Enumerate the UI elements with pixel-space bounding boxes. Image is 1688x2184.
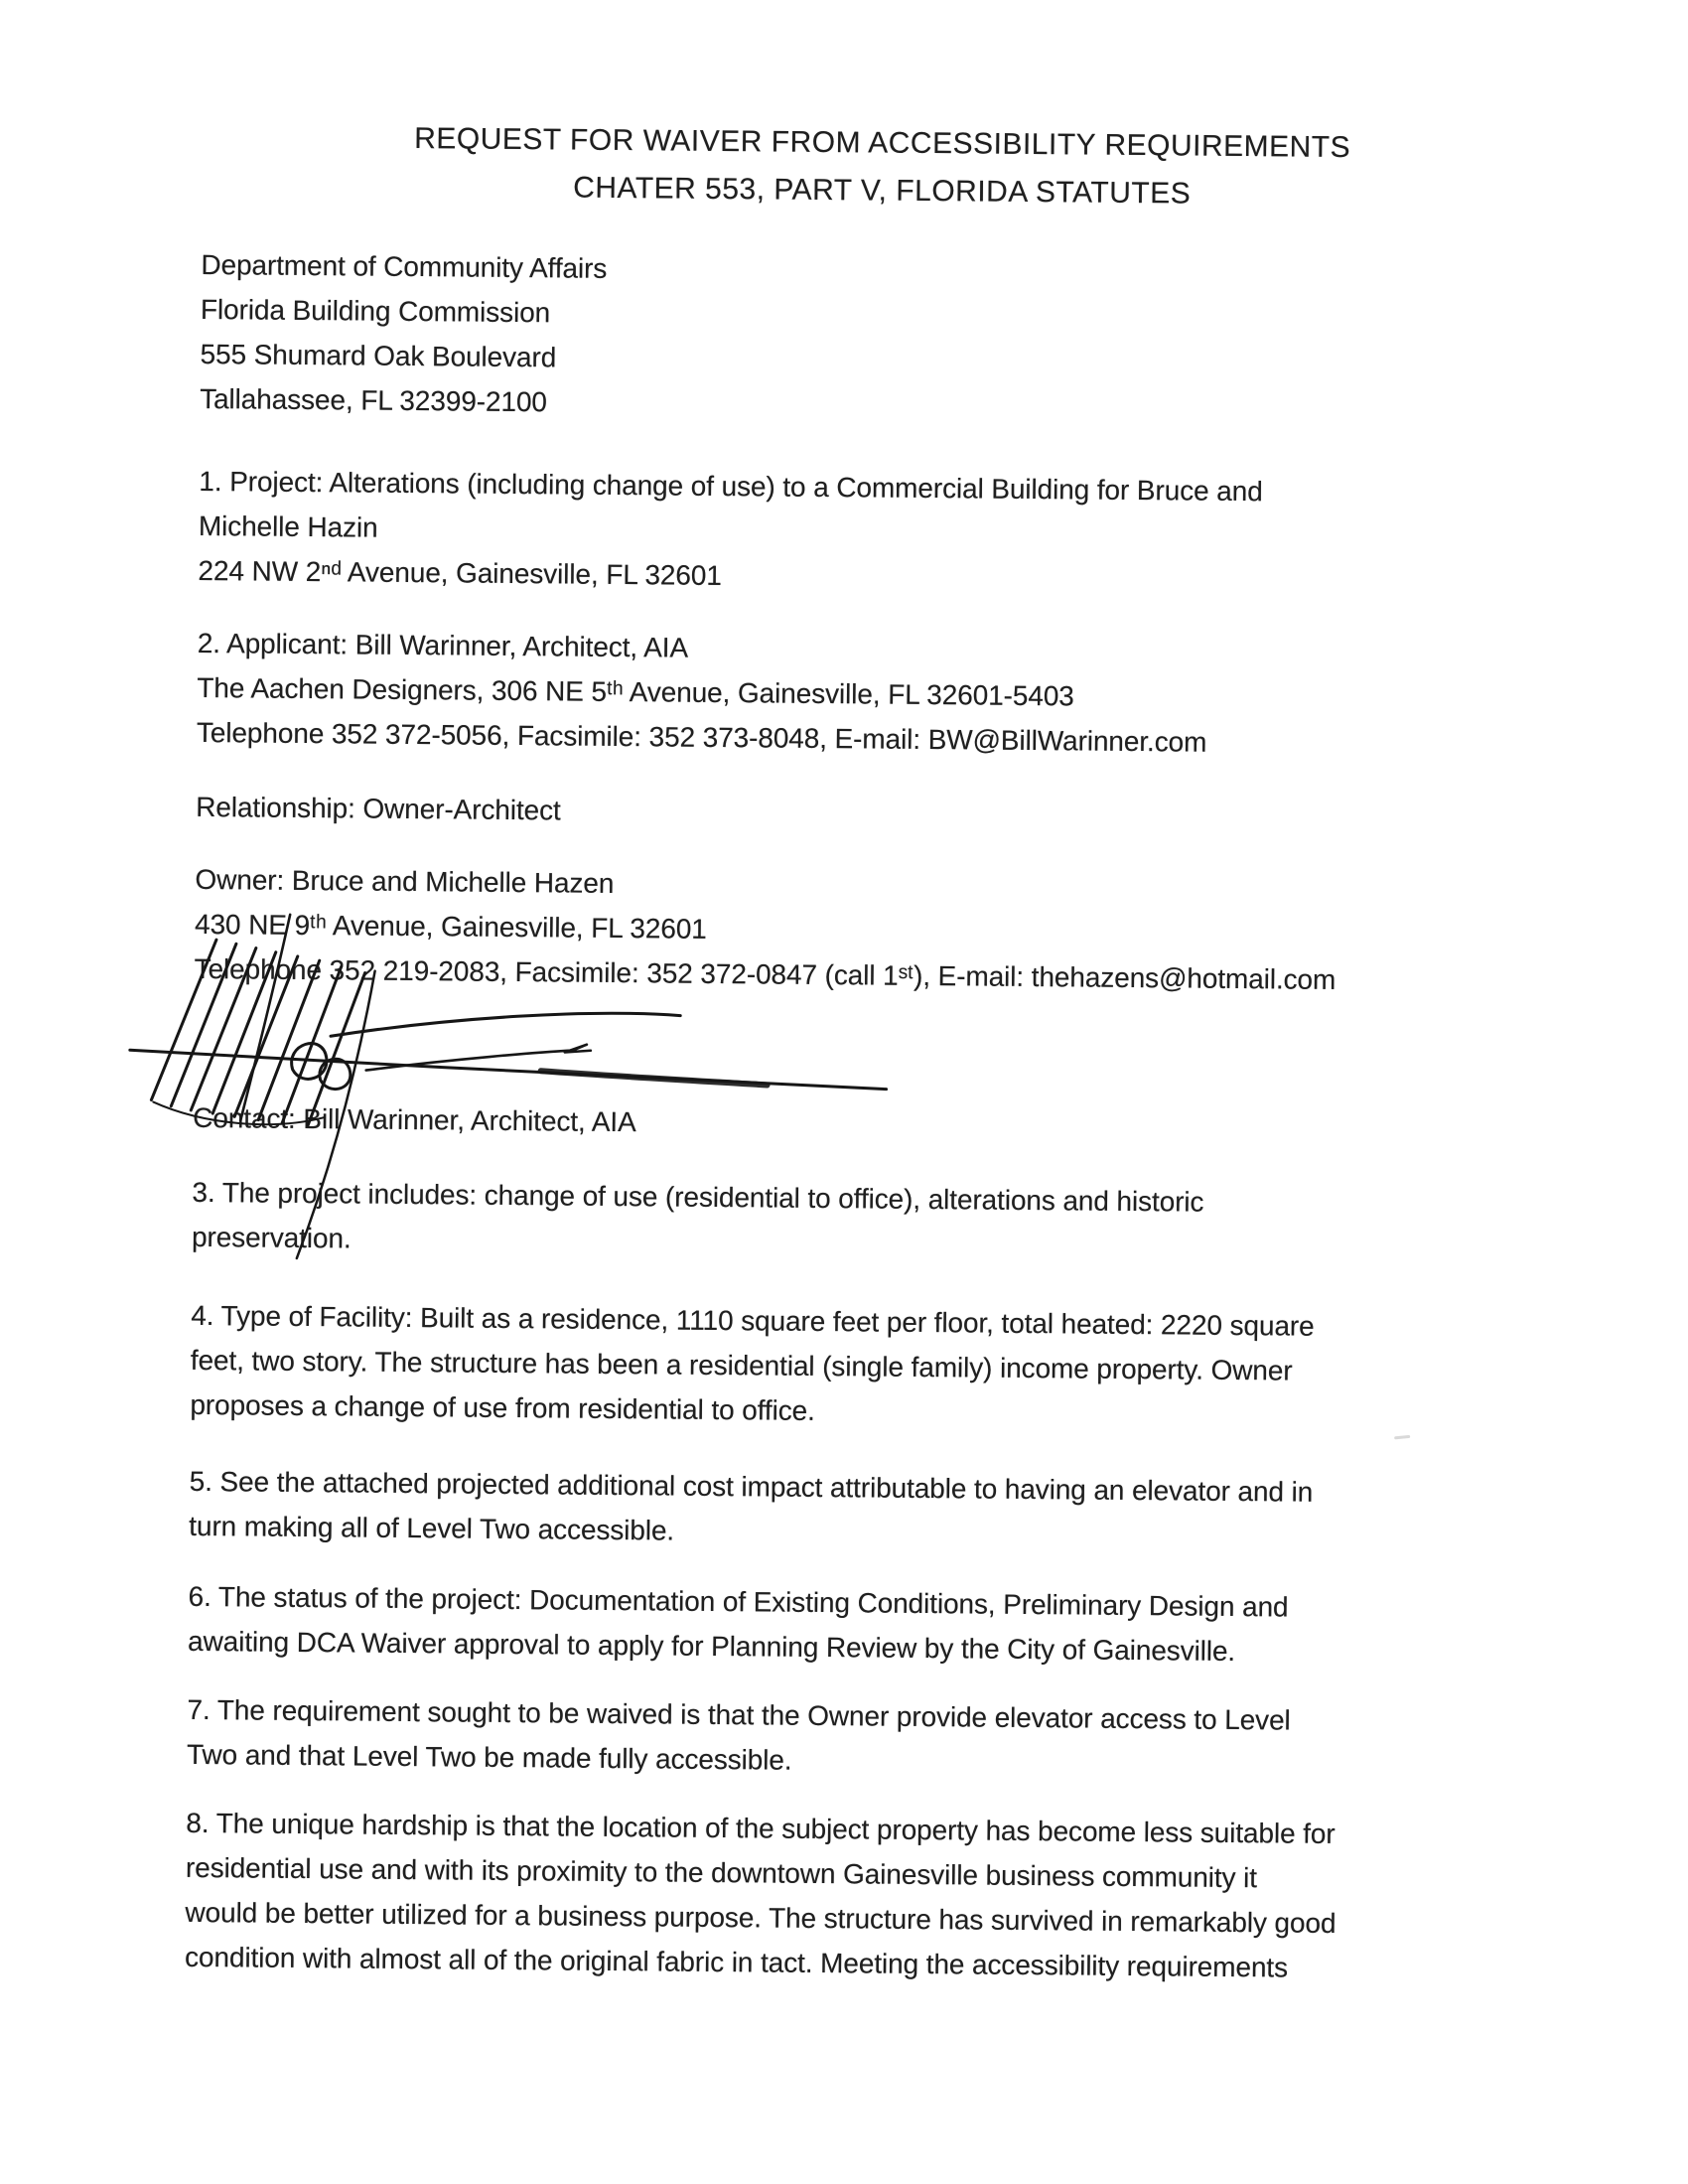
paragraph-line: 4. Type of Facility: Built as a residence, 1110 square feet per floor, total heated: 2220 square — [191, 1299, 1315, 1342]
paragraph-line: 430 NE 9ᵗʰ Avenue, Gainesville, FL 32601 — [194, 908, 707, 945]
recipient-line: Tallahassee, FL 32399-2100 — [200, 382, 548, 418]
item-6-project-status — [188, 1574, 1673, 1677]
recipient-line: Department of Community Affairs — [201, 248, 608, 284]
paragraph-line: would be better utilized for a business purpose. The structure has survived in remarkably good — [185, 1896, 1336, 1940]
paragraph-line: 5. See the attached projected additional cost impact attributable to having an elevator and in — [189, 1465, 1314, 1508]
paragraph-line: 8. The unique hardship is that the location of the subject property has become less suitable for — [186, 1807, 1336, 1849]
paragraph-line: condition with almost all of the original fabric in tact. Meeting the accessibility requirements — [184, 1941, 1289, 1983]
item-5-cost-impact — [189, 1459, 1674, 1562]
item-8-unique-hardship — [185, 1801, 1671, 1993]
title-line-1: REQUEST FOR WAIVER FROM ACCESSIBILITY REQUIREMENTS — [414, 122, 1351, 165]
item-7-requirement-waived — [187, 1687, 1672, 1791]
paragraph-line: 1. Project: Alterations (including change of use) to a Commercial Building for Bruce and — [199, 465, 1263, 508]
paragraph-line: 2. Applicant: Bill Warinner, Architect, AIA — [197, 627, 689, 663]
paragraph-line: 224 NW 2ⁿᵈ Avenue, Gainesville, FL 32601 — [198, 554, 722, 592]
paragraph-line: The Aachen Designers, 306 NE 5ᵗʰ Avenue, Gainesville, FL 32601-5403 — [197, 671, 1074, 712]
title-line-2: CHATER 553, PART V, FLORIDA STATUTES — [573, 171, 1192, 211]
paragraph-line: Owner: Bruce and Michelle Hazen — [195, 863, 615, 899]
paragraph-line: 7. The requirement sought to be waived is that the Owner provide elevator access to Level — [187, 1693, 1291, 1736]
signature-area — [193, 991, 1678, 1109]
paragraph-line: Telephone 352 372-5056, Facsimile: 352 373-8048, E-mail: BW@BillWarinner.com — [196, 716, 1207, 758]
paragraph-line: Telephone 352 219-2083, Facsimile: 352 372-0847 (call 1ˢᵗ), E-mail: thehazens@hotmail.com — [194, 952, 1336, 995]
handwritten-signature-icon — [122, 911, 940, 1296]
recipient-line: Florida Building Commission — [200, 293, 551, 329]
document-title — [187, 113, 1578, 221]
paragraph-line: 3. The project includes: change of use (residential to office), alterations and historic — [192, 1176, 1204, 1218]
paragraph-line: preservation. — [191, 1221, 352, 1254]
item-4-type-of-facility — [190, 1293, 1675, 1441]
recipient-address — [200, 242, 1686, 435]
recipient-line: 555 Shumard Oak Boulevard — [200, 338, 557, 373]
paragraph-line: Two and that Level Two be made fully accessible. — [186, 1738, 792, 1776]
paragraph-line: turn making all of Level Two accessible. — [189, 1510, 675, 1546]
scan-artifact — [1394, 1435, 1410, 1440]
paragraph-line: residential use and with its proximity to the downtown Gainesville business community it — [185, 1851, 1258, 1894]
paragraph-line: awaiting DCA Waiver approval to apply for Planning Review by the City of Gainesville. — [187, 1625, 1236, 1668]
paragraph-line: proposes a change of use from residential to office. — [190, 1388, 815, 1426]
item-2-applicant — [197, 621, 1682, 769]
paragraph-line: Contact: Bill Warinner, Architect, AIA — [193, 1101, 636, 1138]
paragraph-line: feet, two story. The structure has been a residential (single family) income property. Owner — [190, 1344, 1293, 1386]
paragraph-line: Michelle Hazin — [198, 510, 378, 543]
paragraph-line: Relationship: Owner-Architect — [196, 791, 561, 826]
paragraph-line: 6. The status of the project: Documentation of Existing Conditions, Preliminary Design and — [188, 1580, 1289, 1623]
relationship-line — [196, 785, 1680, 843]
item-1-project — [198, 459, 1683, 607]
